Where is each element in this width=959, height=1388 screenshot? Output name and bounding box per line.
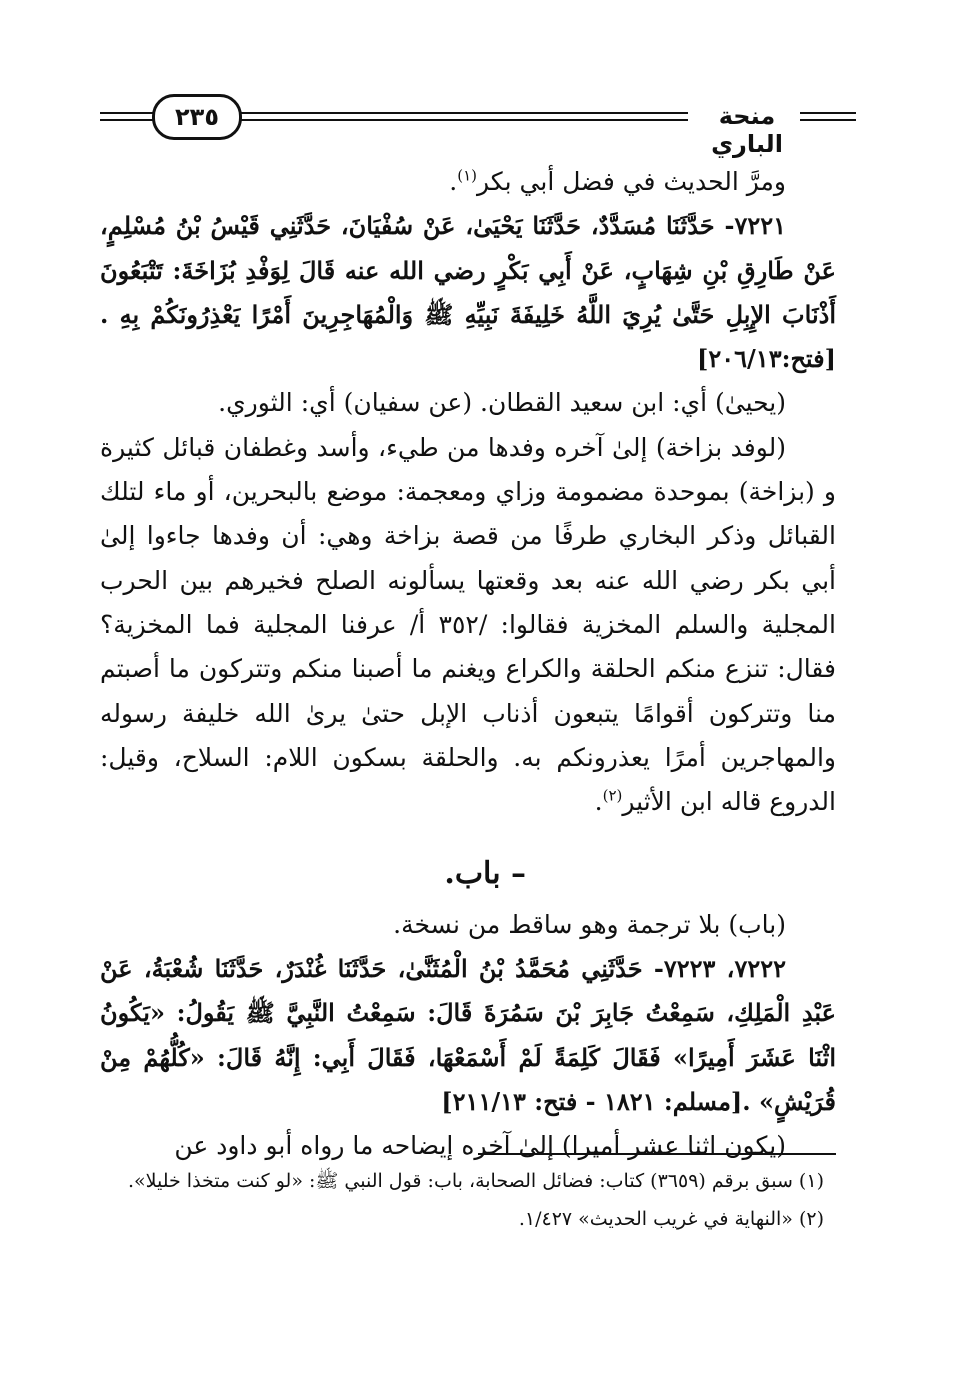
footnotes xyxy=(100,1162,824,1238)
paragraph-end: . xyxy=(594,787,603,817)
main-text xyxy=(100,160,836,1169)
paragraph-text: (لوفد بزاخة) إلىٰ آخره وفدها من طيء، وأسد وغطفان قبائل كثيرة و (بزاخة) بموحدة مضمومة وزاي ومعجمة: موضع بالبحرين، أو ماء لتلك القبائل وذكر البخاري طرفًا من قصة بزاخة وهي: أن وفدها جاءوا إلىٰ أبي بكر رضي الله عنه بعد وقعتها يسألونه الصلح فخيرهم بين الحرب المجلية والسلم المخزية فقالوا: /٣٥٢ أ/ عرفنا المجلية فما المخزية؟ فقال: تنزع منكم الحلقة والكراع ويغنم ما أصبنا منكم وتتركون ما أصبتم منا وتتركون أقوامًا يتبعون أذناب الإبل حتىٰ يرىٰ الله خليفة رسوله والمهاجرين أمرًا يعذرونكم به. والحلقة بسكون اللام: السلاح، وقيل: الدروع قاله ابن الأثير xyxy=(100,432,836,817)
commentary-buzakha xyxy=(100,426,836,825)
page-number: ٢٣٥ xyxy=(152,94,242,140)
hadith-7221: ٧٢٢١- حَدَّثَنَا مُسَدَّدٌ، حَدَّثَنَا يَحْيَىٰ، عَنْ سُفْيَانَ، حَدَّثَنِي قَيْسُ بْنُ مُسْلِمٍ، عَنْ طَارِقِ بْنِ شِهَابٍ، عَنْ أَبِي بَكْرٍ رضي الله عنه قَالَ لِوَفْدِ بُزَاخَةَ: تَتْبَعُونَ أَذْنَابَ الإِبِلِ حَتَّىٰ يُرِيَ اللَّهُ خَلِيفَةَ نَبِيِّهِ ﷺ وَالْمُهَاجِرِينَ أَمْرًا يَعْذِرُونَكُمْ بِهِ .[فتح:٢٠٦/١٣] xyxy=(100,211,836,374)
commentary-bab: (باب) بلا ترجمة وهو ساقط من نسخة. xyxy=(393,909,786,939)
chapter-heading: – باب. xyxy=(444,856,526,892)
footnote-separator xyxy=(478,1153,836,1155)
header-rule-middle xyxy=(228,112,688,121)
paragraph-cross-reference xyxy=(100,160,836,204)
footnote-ref-2: (٢) xyxy=(602,786,623,805)
footnote-1: (١) سبق برقم (٣٦٥٩) كتاب: فضائل الصحابة، باب: قول النبي ﷺ: «لو كنت متخذا خليلا». xyxy=(127,1170,824,1192)
header-rule-left xyxy=(100,112,160,121)
footnote-ref-1: (١) xyxy=(457,166,478,185)
page-header xyxy=(100,88,830,158)
footnote-2: (٢) «النهاية في غريب الحديث» ١/٤٢٧. xyxy=(518,1208,824,1230)
commentary-narrators: (يحيىٰ) أي: ابن سعيد القطان. (عن سفيان) أي: الثوري. xyxy=(218,388,786,418)
paragraph-text: ومرَّ الحديث في فضل أبي بكر xyxy=(477,167,786,196)
commentary-twelve-amirs: (يكون اثنا عشر أميرا) إلىٰ آخره إيضاحه ما رواه أبو داود عن xyxy=(174,1131,786,1161)
book-title: منحة الباري xyxy=(711,102,783,158)
hadith-7222-7223: ٧٢٢٢، ٧٢٢٣- حَدَّثَنِي مُحَمَّدُ بْنُ الْمُثَنَّىٰ، حَدَّثَنَا غُنْدَرٌ، حَدَّثَنَا شُعْبَةُ، عَنْ عَبْدِ الْمَلِكِ، سَمِعْتُ جَابِرَ بْنَ سَمُرَةَ قَالَ: سَمِعْتُ النَّبِيَّ ﷺ يَقُولُ: «يَكُونُ اثْنَا عَشَرَ أَمِيرًا» فَقَالَ كَلِمَةً لَمْ أَسْمَعْهَا، فَقَالَ أَبِي: إِنَّهُ قَالَ: «كُلُّهُمْ مِنْ قُرَيْشٍ» .[مسلم: ١٨٢١ - فتح: ٢١١/١٣] xyxy=(100,954,836,1116)
paragraph-end: . xyxy=(449,167,458,196)
header-rule-right xyxy=(800,112,856,121)
